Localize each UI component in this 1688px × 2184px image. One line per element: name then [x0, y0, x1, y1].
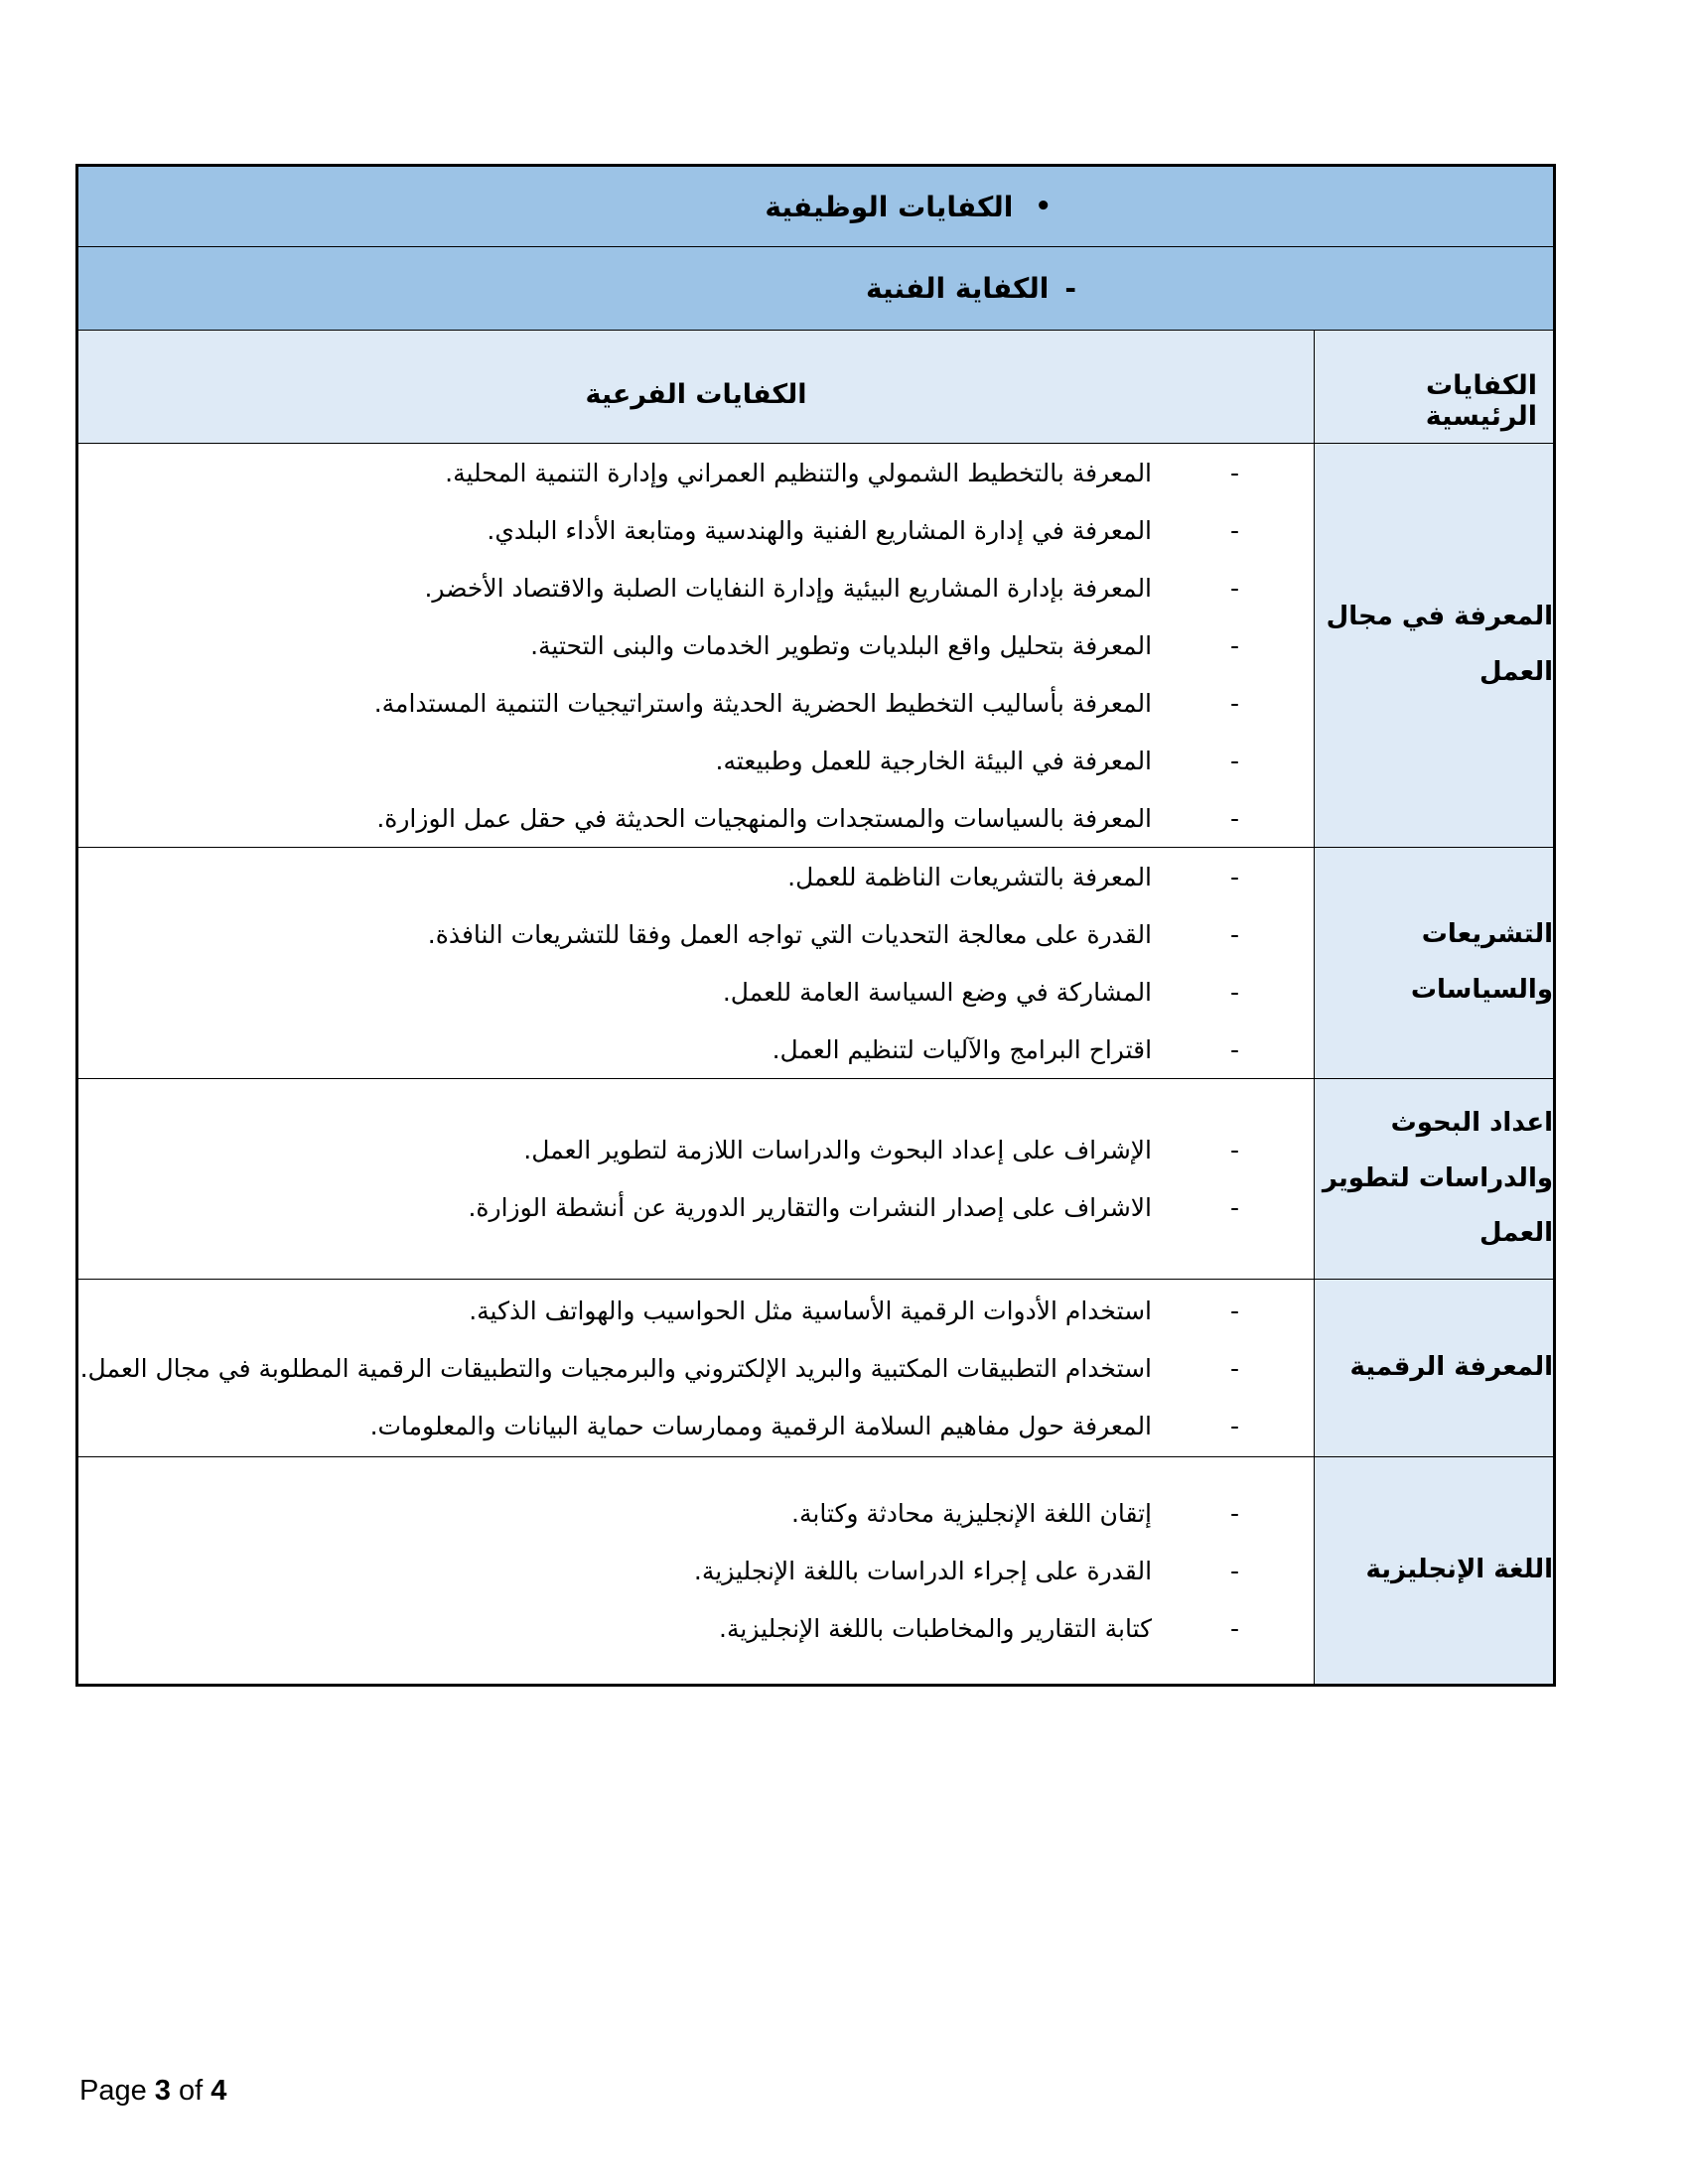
sub-competency-text: المعرفة في إدارة المشاريع الفنية والهندسية ومتابعة الأداء البلدي. — [487, 515, 1153, 545]
sub-competencies-cell — [77, 444, 1315, 848]
sub-competency-item — [98, 1397, 1239, 1454]
sub-competency-item — [98, 1542, 1239, 1599]
sub-competency-item — [98, 1021, 1239, 1078]
sub-competency-list — [78, 1122, 1314, 1237]
item-dash-marker: - — [1229, 1353, 1240, 1383]
sub-competency-item — [98, 1179, 1239, 1237]
sub-competency-text: استخدام الأدوات الرقمية الأساسية مثل الحواسيب والهواتف الذكية. — [469, 1296, 1153, 1325]
item-dash-marker: - — [1229, 1034, 1240, 1064]
section-row — [77, 1280, 1555, 1457]
bullet-marker: • — [1035, 192, 1053, 221]
sub-competencies-cell — [77, 1457, 1315, 1686]
sub-competencies-cell — [77, 848, 1315, 1079]
sub-competency-item — [98, 1484, 1239, 1542]
sub-competency-list — [78, 848, 1314, 1078]
section-row — [77, 848, 1555, 1079]
column-header-row — [77, 331, 1555, 444]
sub-competency-text: المشاركة في وضع السياسة العامة للعمل. — [722, 977, 1153, 1007]
item-dash-marker: - — [1229, 1136, 1240, 1164]
sub-competency-item — [98, 789, 1239, 847]
page-footer — [79, 2075, 226, 2108]
sub-competencies-cell — [77, 1079, 1315, 1280]
item-dash-marker: - — [1229, 1411, 1240, 1440]
sub-competency-text: استخدام التطبيقات المكتبية والبريد الإلكتروني والبرمجيات والتطبيقات الرقمية المطلوبة في مجال العمل. — [79, 1353, 1153, 1383]
sub-competency-item — [98, 444, 1239, 501]
sub-competency-item — [98, 963, 1239, 1021]
sub-competency-text: المعرفة بالتشريعات الناظمة للعمل. — [787, 862, 1153, 891]
sub-competency-text: المعرفة في البيئة الخارجية للعمل وطبيعته. — [715, 746, 1153, 775]
item-dash-marker: - — [1229, 746, 1240, 775]
sub-competency-list — [78, 1282, 1314, 1454]
sub-competency-list — [78, 444, 1314, 847]
footer-page-number: 3 — [154, 2075, 171, 2107]
main-competencies-column-header: الكفايات الرئيسية — [1315, 331, 1555, 444]
sub-competencies-column-header: الكفايات الفرعية — [77, 331, 1315, 444]
item-dash-marker: - — [1229, 862, 1240, 891]
item-dash-marker: - — [1229, 919, 1240, 949]
main-competency-cell: المعرفة الرقمية — [1315, 1280, 1555, 1457]
section-row — [77, 1079, 1555, 1280]
technical-competency-subtitle-cell — [77, 247, 1555, 331]
sub-competency-text: الإشراف على إعداد البحوث والدراسات اللازمة لتطوير العمل. — [523, 1136, 1153, 1164]
sub-competency-item — [98, 848, 1239, 905]
sub-competency-text: المعرفة بتحليل واقع البلديات وتطوير الخدمات والبنى التحتية. — [530, 630, 1153, 660]
item-dash-marker: - — [1229, 1556, 1240, 1585]
section-row — [77, 1457, 1555, 1686]
item-dash-marker: - — [1229, 1613, 1240, 1643]
technical-competency-subtitle-row — [77, 247, 1555, 331]
sub-competency-text: إتقان اللغة الإنجليزية محادثة وكتابة. — [791, 1498, 1153, 1528]
functional-competencies-title-row — [77, 166, 1555, 247]
main-competency-cell: التشريعات والسياسات — [1315, 848, 1555, 1079]
competencies-table — [75, 164, 1556, 1687]
sub-competency-text: المعرفة بالسياسات والمستجدات والمنهجيات الحديثة في حقل عمل الوزارة. — [376, 803, 1153, 833]
sub-competency-text: المعرفة حول مفاهيم السلامة الرقمية وممارسات حماية البيانات والمعلومات. — [369, 1411, 1153, 1440]
sub-competency-item — [98, 559, 1239, 616]
sub-competency-item — [98, 616, 1239, 674]
item-dash-marker: - — [1229, 630, 1240, 660]
sub-competency-text: اقتراح البرامج والآليات لتنظيم العمل. — [772, 1034, 1153, 1064]
sub-competency-item — [98, 674, 1239, 732]
item-dash-marker: - — [1229, 458, 1240, 487]
sub-competency-item — [98, 1122, 1239, 1179]
sub-competency-item — [98, 501, 1239, 559]
item-dash-marker: - — [1229, 1498, 1240, 1528]
sub-competency-text: القدرة على إجراء الدراسات باللغة الإنجليزية. — [693, 1556, 1153, 1585]
sub-competency-text: المعرفة بأساليب التخطيط الحضرية الحديثة واستراتيجيات التنمية المستدامة. — [373, 688, 1153, 718]
sub-competency-item — [98, 1599, 1239, 1657]
technical-competency-subtitle: الكفاية الفنية — [865, 272, 1050, 305]
item-dash-marker: - — [1229, 573, 1240, 603]
sub-competency-item — [79, 1339, 1240, 1397]
item-dash-marker: - — [1229, 515, 1240, 545]
item-dash-marker: - — [1229, 977, 1240, 1007]
item-dash-marker: - — [1229, 688, 1240, 718]
section-row — [77, 444, 1555, 848]
competencies-table-body — [77, 166, 1555, 1686]
sub-competencies-cell — [77, 1280, 1315, 1457]
sub-competency-text: الاشراف على إصدار النشرات والتقارير الدورية عن أنشطة الوزارة. — [468, 1193, 1153, 1222]
dash-marker: - — [1064, 272, 1077, 305]
main-competency-cell: اللغة الإنجليزية — [1315, 1457, 1555, 1686]
main-competency-cell: اعداد البحوث والدراسات لتطوير العمل — [1315, 1079, 1555, 1280]
sub-competency-text: المعرفة بالتخطيط الشمولي والتنظيم العمراني وإدارة التنمية المحلية. — [445, 458, 1153, 487]
sub-competency-item — [98, 1282, 1239, 1339]
footer-page-word: Page — [79, 2075, 147, 2107]
item-dash-marker: - — [1229, 1296, 1240, 1325]
sub-competency-text: المعرفة بإدارة المشاريع البيئية وإدارة النفايات الصلبة والاقتصاد الأخضر. — [424, 573, 1153, 603]
item-dash-marker: - — [1229, 803, 1240, 833]
item-dash-marker: - — [1229, 1193, 1240, 1222]
sub-competency-text: القدرة على معالجة التحديات التي تواجه العمل وفقا للتشريعات النافذة. — [427, 919, 1153, 949]
functional-competencies-title-cell — [77, 166, 1555, 247]
main-competency-cell: المعرفة في مجال العمل — [1315, 444, 1555, 848]
functional-competencies-title: الكفايات الوظيفية — [765, 190, 1014, 223]
sub-competency-item — [98, 732, 1239, 789]
footer-total-pages: 4 — [211, 2075, 227, 2107]
footer-of-word: of — [179, 2075, 204, 2107]
sub-competency-list — [78, 1484, 1314, 1657]
sub-competency-item — [98, 905, 1239, 963]
sub-competency-text: كتابة التقارير والمخاطبات باللغة الإنجليزية. — [719, 1613, 1153, 1643]
